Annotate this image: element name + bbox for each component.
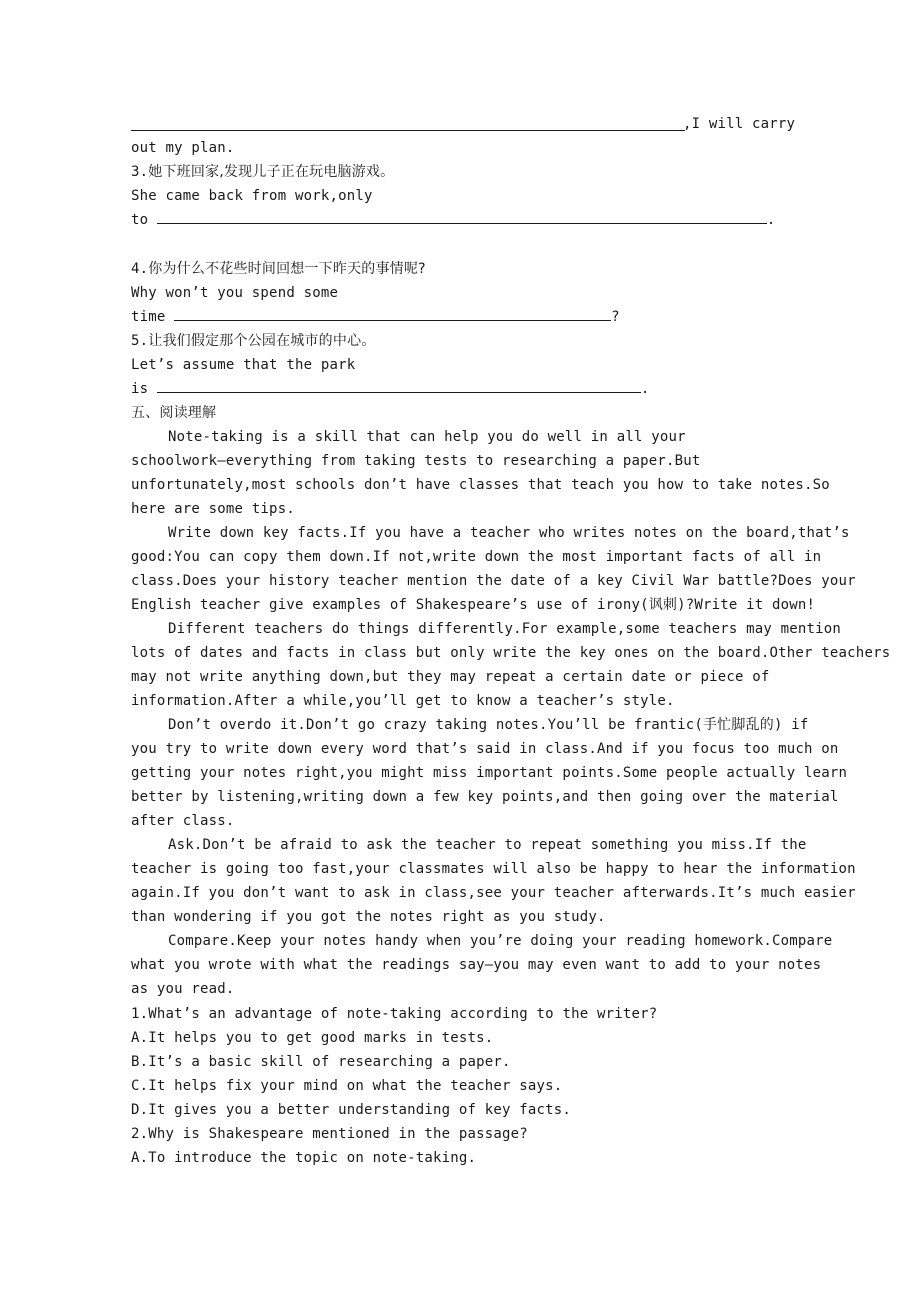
answer-blank[interactable] bbox=[131, 130, 685, 131]
option-d[interactable]: D.It gives you a better understanding of key facts. bbox=[131, 1102, 572, 1118]
passage-line: English teacher give examples of Shakespeare’s use of irony(讽刺)?Write it down! bbox=[131, 597, 816, 613]
passage-line: Ask.Don’t be afraid to ask the teacher to repeat something you miss.If the bbox=[168, 837, 807, 853]
chinese-sentence: 你为什么不花些时间回想一下昨天的事情呢? bbox=[148, 261, 426, 277]
passage-line: lots of dates and facts in class but only write the key ones on the board.Other teachers bbox=[131, 645, 891, 661]
passage-line: may not write anything down,but they may repeat a certain date or piece of bbox=[131, 669, 770, 685]
question-text: Why is Shakespeare mentioned in the passage? bbox=[148, 1126, 528, 1142]
passage-line: schoolwork—everything from taking tests to researching a paper.But bbox=[131, 453, 701, 469]
answer-end: . bbox=[640, 381, 650, 397]
passage-line: getting your notes right,you might miss important points.Some people actually learn bbox=[131, 765, 848, 781]
passage-line: unfortunately,most schools don’t have classes that teach you how to take notes.So bbox=[131, 477, 830, 493]
item4-answer-line bbox=[131, 306, 620, 328]
question-2 bbox=[131, 1123, 528, 1145]
chinese-sentence: 让我们假定那个公园在城市的中心。 bbox=[148, 333, 376, 349]
passage-line: as you read. bbox=[131, 981, 235, 997]
passage-line: you try to write down every word that’s said in class.And if you focus too much on bbox=[131, 741, 839, 757]
option-a[interactable]: A.It helps you to get good marks in tests. bbox=[131, 1030, 494, 1046]
passage-line: Don’t overdo it.Don’t go crazy taking notes.You’ll be frantic(手忙脚乱的) if bbox=[168, 717, 809, 733]
item4-english: Why won’t you spend some bbox=[131, 285, 339, 301]
section-title: 五、阅读理解 bbox=[131, 405, 217, 421]
item3-prompt bbox=[131, 161, 394, 183]
option-c[interactable]: C.It helps fix your mind on what the teacher says. bbox=[131, 1078, 563, 1094]
passage-line: here are some tips. bbox=[131, 501, 295, 517]
answer-blank[interactable] bbox=[174, 306, 611, 321]
passage-line: Write down key facts.If you have a teacher who writes notes on the board,that’s bbox=[168, 525, 850, 541]
item-number: 4. bbox=[131, 261, 149, 277]
answer-lead: is bbox=[131, 381, 149, 397]
question-number: 1. bbox=[131, 1006, 149, 1022]
answer-lead: to bbox=[131, 212, 149, 228]
passage-line: again.If you don’t want to ask in class,see your teacher afterwards.It’s much easier bbox=[131, 885, 856, 901]
option-b[interactable]: B.It’s a basic skill of researching a paper. bbox=[131, 1054, 511, 1070]
passage-line: after class. bbox=[131, 813, 235, 829]
passage-line: Compare.Keep your notes handy when you’re doing your reading homework.Compare bbox=[168, 933, 833, 949]
passage-line: Note-taking is a skill that can help you do well in all your bbox=[168, 429, 686, 445]
item5-answer-line bbox=[131, 378, 650, 400]
item3-answer-line bbox=[131, 209, 776, 231]
passage-line: good:You can copy them down.If not,write down the most important facts of all in bbox=[131, 549, 822, 565]
question-text: What’s an advantage of note-taking according to the writer? bbox=[148, 1006, 658, 1022]
chinese-sentence: 她下班回家,发现儿子正在玩电脑游戏。 bbox=[148, 164, 395, 180]
item3-english: She came back from work,only bbox=[131, 188, 373, 204]
item4-prompt bbox=[131, 258, 426, 280]
answer-lead: time bbox=[131, 309, 166, 325]
item2-tail: ,I will carry bbox=[683, 116, 796, 132]
passage-line: information.After a while,you’ll get to know a teacher’s style. bbox=[131, 693, 675, 709]
item5-prompt bbox=[131, 330, 375, 352]
answer-blank[interactable] bbox=[157, 378, 641, 393]
item5-english: Let’s assume that the park bbox=[131, 357, 356, 373]
item-number: 3. bbox=[131, 164, 149, 180]
answer-end: ? bbox=[611, 309, 620, 325]
passage-line: Different teachers do things differently.For example,some teachers may mention bbox=[168, 621, 842, 637]
answer-end: . bbox=[766, 212, 776, 228]
question-number: 2. bbox=[131, 1126, 149, 1142]
option-a[interactable]: A.To introduce the topic on note-taking. bbox=[131, 1150, 477, 1166]
question-1 bbox=[131, 1003, 657, 1025]
item2-continuation: out my plan. bbox=[131, 140, 235, 156]
passage-line: teacher is going too fast,your classmates will also be happy to hear the information bbox=[131, 861, 856, 877]
item-number: 5. bbox=[131, 333, 149, 349]
answer-blank[interactable] bbox=[157, 209, 767, 224]
passage-line: class.Does your history teacher mention the date of a key Civil War battle?Does your bbox=[131, 573, 856, 589]
passage-line: than wondering if you got the notes right as you study. bbox=[131, 909, 606, 925]
passage-line: what you wrote with what the readings say—you may even want to add to your notes bbox=[131, 957, 822, 973]
passage-line: better by listening,writing down a few key points,and then going over the material bbox=[131, 789, 839, 805]
